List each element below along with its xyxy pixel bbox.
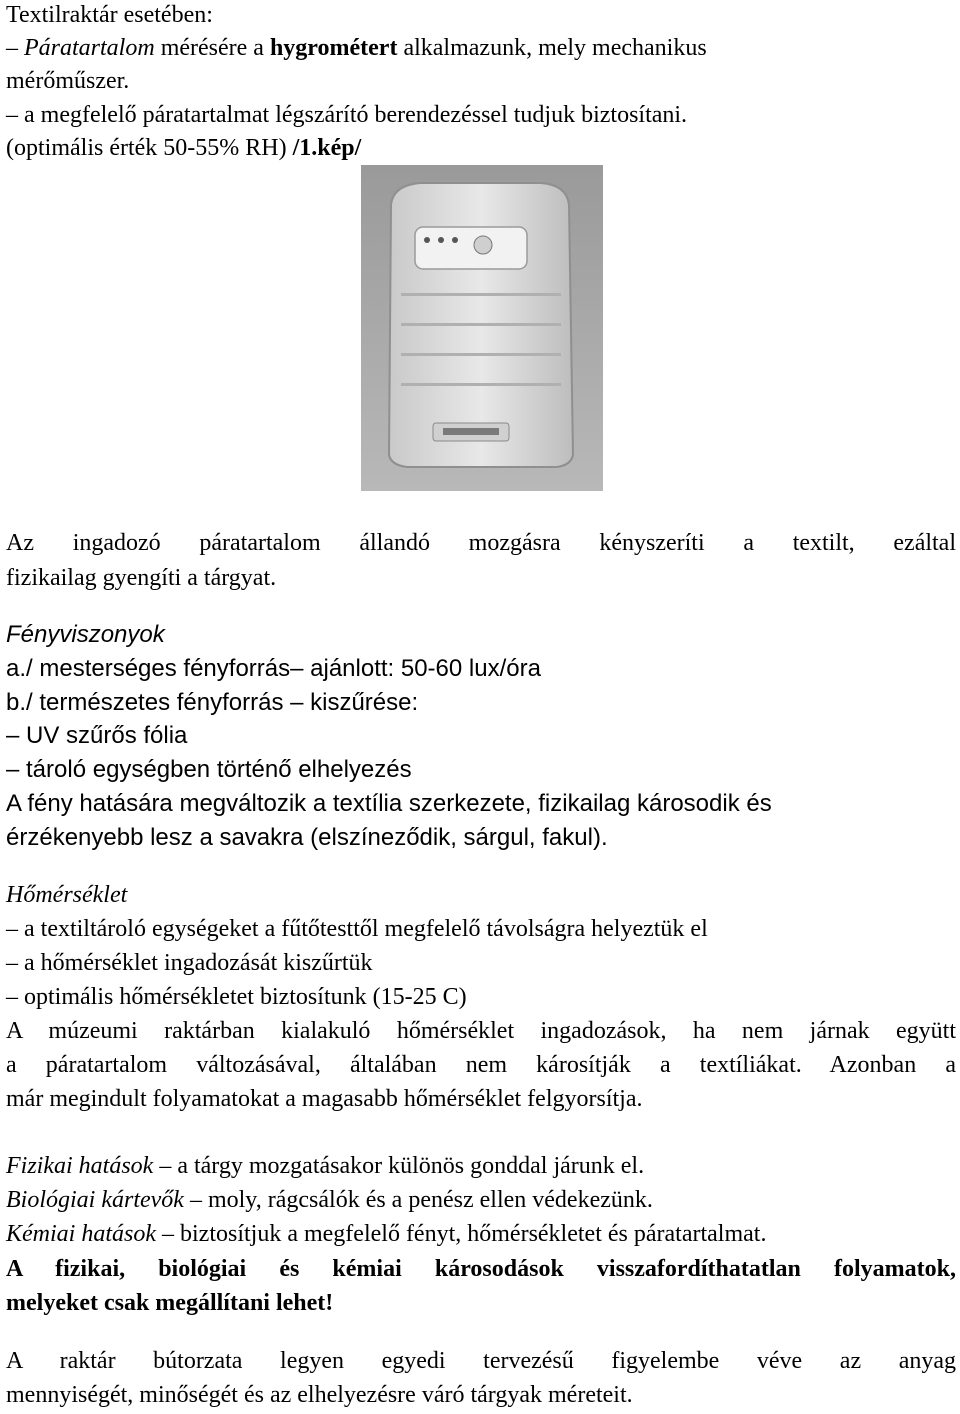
biological-pests-line: Biológiai kártevők – moly, rágcsálók és a penész ellen védekezünk.	[6, 1187, 653, 1213]
irreversible-damage-line1: A fizikai, biológiai és kémiai károsodások visszafordíthatatlan folyamatok,	[6, 1256, 956, 1282]
temperature-bullet-1: – a textiltároló egységeket a fűtőtesttől megfelelő távolságra helyeztük el	[6, 916, 708, 942]
optimal-value-line: (optimális érték 50-55% RH) /1.kép/	[6, 135, 362, 161]
humidity-paragraph-line1: Az ingadozó páratartalom állandó mozgásra kényszeríti a textilt, ezáltal	[6, 530, 956, 556]
temperature-paragraph-line2: a páratartalom változásával, általában nem károsítják a textíliákat. Azonban a	[6, 1052, 956, 1078]
chemical-effects-line: Kémiai hatások – biztosítjuk a megfelelő fényt, hőmérsékletet és páratartalmat.	[6, 1221, 767, 1247]
section-heading: Textilraktár esetében:	[6, 2, 213, 28]
temperature-paragraph-line1: A múzeumi raktárban kialakuló hőmérséklet ingadozások, ha nem járnak együtt	[6, 1018, 956, 1044]
dehumidifier-line: – a megfelelő páratartalmat légszárító berendezéssel tudjuk biztosítani.	[6, 102, 688, 128]
temperature-bullet-3: – optimális hőmérsékletet biztosítunk (15-25 C)	[6, 984, 467, 1010]
light-paragraph-line1: A fény hatására megváltozik a textília szerkezete, fizikailag károsodik és	[6, 790, 772, 817]
temperature-paragraph-line3: már megindult folyamatokat a magasabb hőmérséklet felgyorsítja.	[6, 1086, 643, 1112]
humidity-paragraph-line2: fizikailag gyengíti a tárgyat.	[6, 565, 277, 591]
light-heading: Fényviszonyok	[6, 621, 165, 648]
hygrometer-line: – Páratartalom mérésére a hygrométert alkalmazunk, mely mechanikus	[6, 35, 707, 61]
light-bullet-storage: – tároló egységben történő elhelyezés	[6, 756, 412, 783]
furniture-paragraph-line2: mennyiségét, minőségét és az elhelyezésre váró tárgyak méreteit.	[6, 1382, 633, 1408]
dehumidifier-image	[361, 165, 603, 491]
temperature-heading: Hőmérséklet	[6, 882, 128, 908]
temperature-bullet-2: – a hőmérséklet ingadozását kiszűrtük	[6, 950, 373, 976]
light-item-b: b./ természetes fényforrás – kiszűrése:	[6, 689, 419, 716]
physical-effects-line: Fizikai hatások – a tárgy mozgatásakor különös gonddal járunk el.	[6, 1153, 645, 1179]
light-bullet-uv: – UV szűrős fólia	[6, 722, 188, 749]
hygrometer-line-cont: mérőműszer.	[6, 68, 130, 94]
dehumidifier-photo	[361, 165, 603, 491]
irreversible-damage-line2: melyeket csak megállítani lehet!	[6, 1290, 334, 1316]
furniture-paragraph-line1: A raktár bútorzata legyen egyedi tervezésű figyelembe véve az anyag	[6, 1348, 956, 1374]
light-item-a: a./ mesterséges fényforrás– ajánlott: 50-60 lux/óra	[6, 655, 541, 682]
light-paragraph-line2: érzékenyebb lesz a savakra (elszíneződik, sárgul, fakul).	[6, 824, 608, 851]
